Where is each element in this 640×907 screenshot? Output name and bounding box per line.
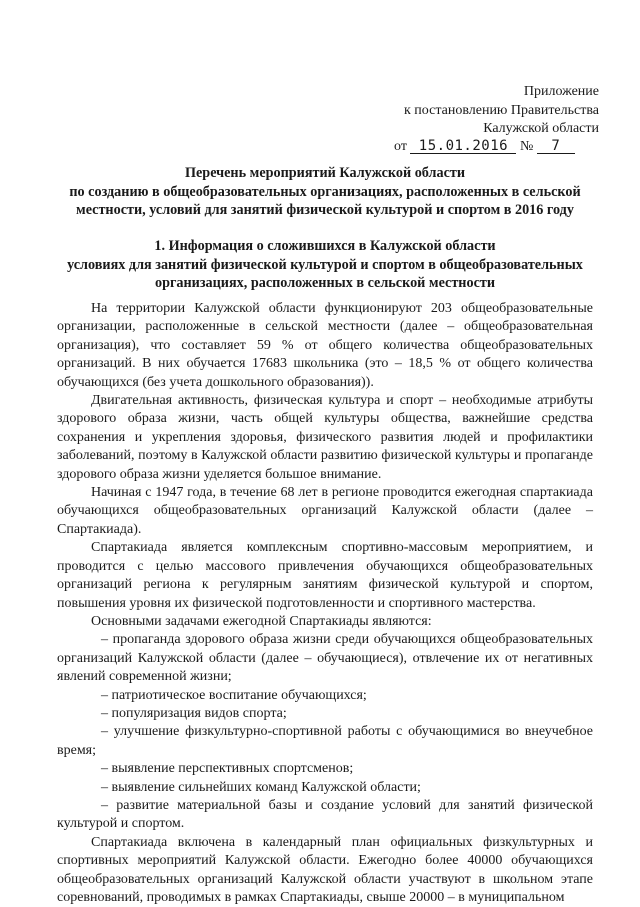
task-item: – выявление перспективных спортсменов; — [101, 761, 354, 777]
section-line-2: условиях для занятий физической культурой и спортом в общеобразовательных — [67, 256, 583, 273]
task-item: – выявление сильнейших команд Калужской области; — [101, 779, 421, 795]
decree-date-line — [394, 138, 604, 156]
task-item: – улучшение физкультурно-спортивной работы с обучающимися во внеучебное время; — [57, 724, 593, 758]
decree-number-label: № — [519, 139, 534, 154]
document-body — [57, 300, 593, 907]
task-item: – развитие материальной базы и создание условий для занятий физической культурой и спортом. — [57, 797, 593, 832]
paragraph-physical-activity: Двигательная активность, физическая культура и спорт – необходимые атрибуты здорового образа жизни, часть общей культуры общества, важнейшие средства сохранения и укрепления здоровья, физического развития людей и профилактики заболеваний, поэтому в Калужской области развитию физической культуры и пропаганде здорового образа жизни уделяется большое внимание. — [57, 393, 593, 482]
paragraph-tasks-intro: Основными задачами ежегодной Спартакиады являются: — [91, 613, 432, 629]
paragraph-spartakiad-history: Начиная с 1947 года, в течение 68 лет в регионе проводится ежегодная спартакиада обучающихся общеобразовательных организаций Калужской области (далее – Спартакиада). — [57, 485, 593, 537]
task-item: – популяризация видов спорта; — [101, 705, 287, 721]
appendix-decree-ref: к постановлению Правительства — [403, 102, 599, 118]
appendix-header — [389, 83, 599, 139]
paragraph-schools-count: На территории Калужской области функционируют 203 общеобразовательные организации, расположенные в сельской местности (далее – общеобразовательная организация), что составляет 59 % от общего количества общеобразовательных организаций. В них обучается 17683 школьника (это – 18,5 % от общего количества обучающихся (без учета дошкольного образования)). — [57, 301, 593, 390]
decree-date: 15.01.2016 — [410, 139, 516, 154]
appendix-title: Приложение — [523, 84, 599, 99]
appendix-region: Калужской области — [483, 121, 599, 136]
paragraph-spartakiad-purpose: Спартакиада является комплексным спортивно-массовым мероприятием, и проводится с целью массового привлечения обучающихся общеобразовательных организаций региона к регулярным занятиям физической культурой и спортом, повышения уровня их физической подготовленности и спортивного мастерства. — [57, 540, 593, 611]
task-item: – пропаганда здорового образа жизни среди обучающихся общеобразовательных организаций Калужской области (далее – обучающиеся), отвлечение их от негативных явлений современной жизни; — [57, 632, 593, 685]
section-heading — [57, 237, 593, 293]
decree-number: 7 — [537, 139, 575, 154]
title-line-3: местности, условий для занятий физической культурой и спортом в 2016 году — [76, 202, 574, 218]
decree-from-label: от — [394, 139, 407, 154]
paragraph-calendar-plan: Спартакиада включена в календарный план официальных физкультурных и спортивных мероприятий Калужской области. Ежегодно более 40000 обучающихся общеобразовательных организаций Калужской области участвуют в школьном этапе соревнований, проводимых в рамках Спартакиады, свыше 20000 – в муниципальном — [57, 834, 593, 905]
document-title — [57, 164, 593, 220]
section-line-3: организациях, расположенных в сельской местности — [154, 275, 496, 291]
title-line-1: Перечень мероприятий Калужской области — [184, 165, 466, 181]
title-line-2: по созданию в общеобразовательных организациях, расположенных в сельской — [69, 183, 581, 200]
task-item: – патриотическое воспитание обучающихся; — [101, 687, 367, 703]
section-line-1: 1. Информация о сложившихся в Калужской области — [154, 238, 496, 254]
